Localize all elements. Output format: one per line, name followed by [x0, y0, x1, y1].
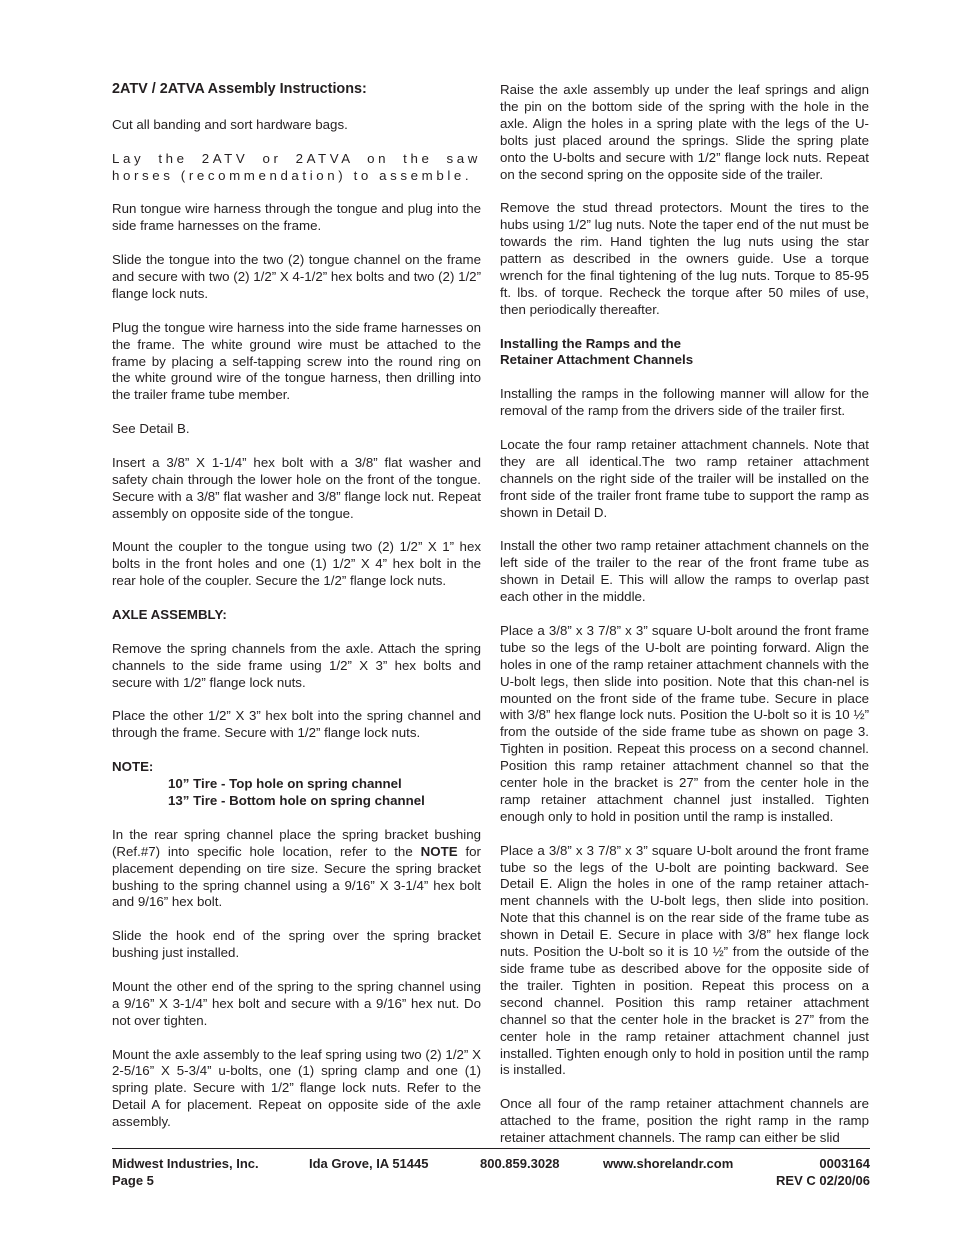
text-span: for placement depending on tire size. Secure the spring bracket bushing to the spring channel using a 9/16” X 3-1/4” hex bolt and 9/16” hex bolt.: [112, 843, 481, 910]
note-reference: NOTE: [420, 843, 458, 859]
note-block: [112, 759, 481, 810]
left-column: [112, 82, 481, 1148]
footer-doc-number: 0003164: [819, 1156, 870, 1171]
note-line: 13” Tire - Bottom hole on spring channel: [168, 792, 425, 808]
footer-page-number: Page 5: [112, 1173, 154, 1188]
paragraph: Raise the axle assembly up under the leaf springs and align the pin on the bottom side of the spring with the hole in the axle. Align the holes in a spring plate with the legs of the U-bolts just placed around the springs. Slide the spring plate onto the U-bolts and secure with 1/2” flange lock nuts. Repeat on the second spring on the opposite side of the trailer.: [500, 82, 869, 182]
paragraph: Insert a 3/8” X 1-1/4” hex bolt with a 3/8” flat washer and safety chain through the lower hole on the front of the tongue. Secure with a 3/8” flat washer and 3/8” flange lock nut. Repeat assembly on opposite side of the tongue.: [112, 454, 481, 521]
footer-website[interactable]: www.shorelandr.com: [603, 1156, 734, 1171]
paragraph: Plug the tongue wire harness into the side frame harnesses on the frame. The white ground wire must be attached to the frame by placing a self-tapping screw into the round ring on the white ground wire of the tongue harness, then drilling into the trailer frame tube member.: [112, 319, 481, 403]
heading-line: Retainer Attachment Channels: [500, 352, 694, 368]
paragraph: Cut all banding and sort hardware bags.: [112, 116, 348, 132]
paragraph: Place a 3/8” x 3 7/8” x 3” square U-bolt around the front frame tube so the legs of the U-bolt are pointing forward. Align the holes in one of the ramp retainer attachment channels with the U-bolt legs, then slide into position. Note that this chan-nel is mounted on the front side of the frame tube. Secure in place with 3/8” hex flange lock nuts. Position the U-bolt so it is 10 ½” from the outside of the side frame tube as shown on page 3. Tighten in position. Repeat this process on a second channel. Position this ramp retainer attachment channel so that the center hole in the bracket is 27” from the center hole in the ramp retainer attachment channel just installed. Tighten enough only to hold in position until the ramp is installed.: [500, 622, 869, 824]
note-line: 10” Tire - Top hole on spring channel: [168, 776, 402, 792]
section-heading-axle: AXLE ASSEMBLY:: [112, 607, 227, 623]
paragraph: Mount the axle assembly to the leaf spring using two (2) 1/2” X 2-5/16” X 5-3/4” u-bolts, one (1) spring clamp and one (1) spring plate. Secure with 1/2” flange lock nuts. Refer to the Detail A for placement. Repeat on opposite side of the axle assembly.: [112, 1046, 481, 1130]
footer-phone: 800.859.3028: [480, 1156, 560, 1171]
paragraph: Place the other 1/2” X 3” hex bolt into the spring channel and through the frame. Secure with 1/2” flange lock nuts.: [112, 708, 481, 741]
page-title: 2ATV / 2ATVA Assembly Instructions:: [112, 81, 367, 97]
paragraph: [112, 827, 481, 912]
footer-divider: [112, 1148, 870, 1149]
paragraph: Slide the tongue into the two (2) tongue channel on the frame and secure with two (2) 1/2” X 4-1/2” hex bolts and two (2) 1/2” flange lock nuts.: [112, 252, 481, 301]
paragraph: Locate the four ramp retainer attachment channels. Note that they are all identical.The two ramp retainer attachment channels on the right side of the trailer will be installed on the front side of the trailer front frame tube to support the ramp as shown in Detail D.: [500, 436, 869, 520]
paragraph: Slide the hook end of the spring over the spring bracket bushing just installed.: [112, 928, 481, 961]
footer-revision: REV C 02/20/06: [776, 1173, 870, 1188]
text-span: In the rear spring channel place the spring bracket bushing (Ref.#7) into specific hole location, refer to the: [112, 826, 481, 859]
paragraph: Mount the coupler to the tongue using two (2) 1/2” X 1” hex bolts in the front holes and one (1) 1/2” X 4” hex bolt in the rear hole of the coupler. Secure the 1/2” flange lock nuts.: [112, 539, 481, 589]
paragraph: Once all four of the ramp retainer attachment channels are attached to the frame, position the right ramp in the ramp retainer attachment channels. The ramp can either be slid: [500, 1096, 869, 1146]
paragraph: See Detail B.: [112, 421, 190, 437]
paragraph: Mount the other end of the spring to the spring channel using a 9/16” X 3-1/4” hex bolt and secure with a 9/16” hex nut. Do not over tighten.: [112, 978, 481, 1028]
paragraph: Lay the 2ATV or 2ATVA on the saw horses (recommendation) to assemble.: [112, 150, 481, 183]
paragraph: Remove the spring channels from the axle. Attach the spring channels to the side frame using 1/2” X 3” hex bolts and secure with 1/2” flange lock nuts.: [112, 640, 481, 690]
paragraph: Place a 3/8” x 3 7/8” x 3” square U-bolt around the front frame tube so the legs of the U-bolt are pointing backward. See Detail E. Align the holes in one of the ramp retainer attach-ment channels with the U-bolt legs, then slide into position. Note that this channel is on the rear side of the frame tube as shown in Detail E. Secure in place with 3/8” hex flange lock nuts. Position the U-bolt so it is 10 ½” from the outside of the side frame tube as described above for the opposite side of the trailer. Tighten in position. Repeat this process on a second channel. Position this ramp retainer attachment channel so that the center hole in the bracket is 27” from the center hole in the ramp retainer attachment channel just installed. Tighten enough only to hold in position until the ramp is installed.: [500, 842, 869, 1078]
paragraph: Run tongue wire harness through the tongue and plug into the side frame harnesses on the frame.: [112, 201, 481, 234]
paragraph: Remove the stud thread protectors. Mount the tires to the hubs using 1/2” lug nuts. Note the taper end of the nut must be towards the rim. Hand tighten the lug nuts using the star pattern as described in the owners guide. Use a torque wrench for the final tightening of the lug nuts. Torque to 85-95 ft. lbs. of torque. Recheck the torque after 50 miles of use, then periodically thereafter.: [500, 200, 869, 317]
footer-location: Ida Grove, IA 51445: [309, 1156, 429, 1171]
right-column: [500, 82, 869, 1164]
paragraph: Installing the ramps in the following manner will allow for the removal of the ramp from the drivers side of the trailer first.: [500, 386, 869, 419]
heading-line: Installing the Ramps and the: [500, 335, 682, 351]
note-heading: NOTE:: [112, 759, 154, 775]
section-heading-ramps: [500, 336, 869, 370]
footer-company: Midwest Industries, Inc.: [112, 1156, 259, 1171]
paragraph: Install the other two ramp retainer attachment channels on the left side of the trailer to the rear of the front frame tube as shown in Detail E. This will allow the ramps to overlap past each other in the middle.: [500, 538, 869, 605]
